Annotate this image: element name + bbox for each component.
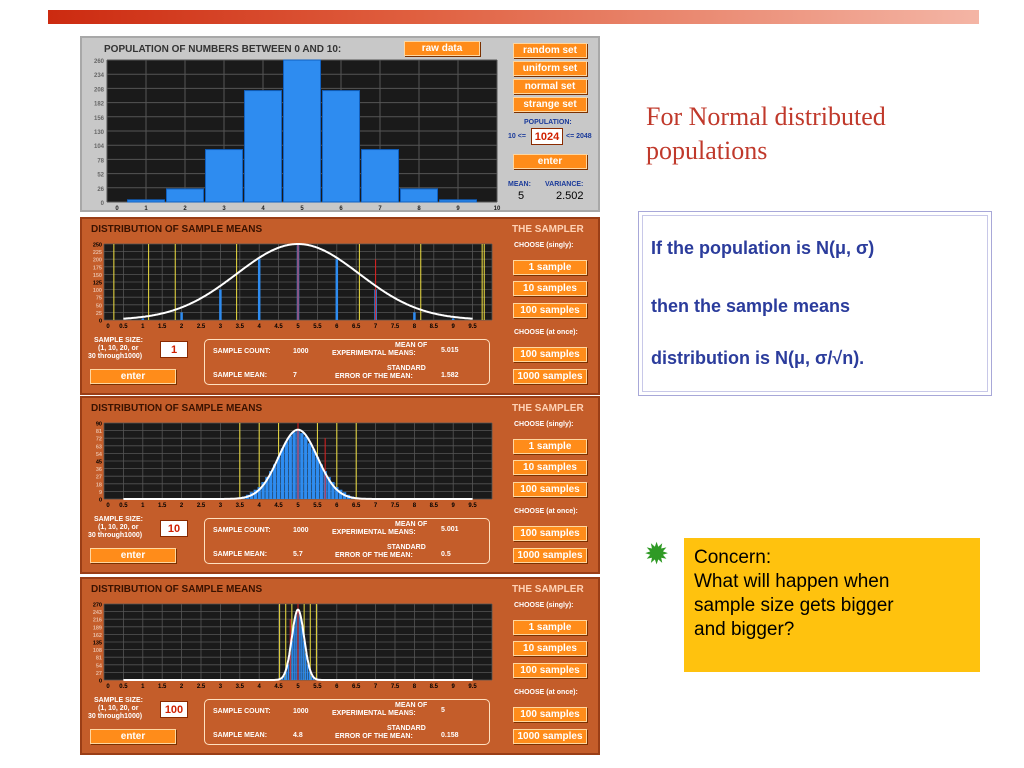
sample-mean-label: SAMPLE MEAN:	[213, 732, 268, 739]
x-tick-label: 9.5	[468, 503, 477, 509]
choose-once-label: CHOOSE (at once):	[514, 329, 578, 336]
thousand-samples-button[interactable]: 1000 samples	[513, 369, 587, 384]
info-line-1: If the population is N(μ, σ)	[651, 238, 875, 258]
sample-mean-bar	[316, 457, 319, 499]
x-tick-label: 2	[179, 503, 184, 509]
info-line-3: distribution is N(μ, σ/√n).	[651, 348, 865, 368]
x-tick-label: 1	[141, 503, 145, 509]
stats-box	[204, 518, 490, 564]
ten-samples-button[interactable]: 10 samples	[513, 281, 587, 296]
choose-singly-label: CHOOSE (singly):	[514, 421, 574, 428]
x-tick-label: 5	[296, 503, 300, 509]
y-tick-label: 216	[92, 617, 102, 624]
x-tick-label: 2.5	[196, 324, 206, 330]
random-set-button[interactable]: random set	[513, 43, 587, 58]
histogram-bar	[245, 91, 282, 202]
y-tick-label: 50	[95, 303, 102, 310]
sample-mean-bar	[303, 641, 305, 680]
x-tick-label: 2	[183, 206, 187, 212]
sample-mean-bar	[289, 436, 292, 499]
sample-enter-button[interactable]: enter	[90, 729, 176, 744]
sample-size-range: 30 through1000)	[88, 353, 143, 360]
sample-count-label: SAMPLE COUNT:	[213, 348, 271, 355]
exp-means-label-top: MEAN OF	[395, 702, 428, 709]
x-tick-label: 9	[456, 206, 460, 212]
sample-mean-label: SAMPLE MEAN:	[213, 372, 268, 379]
sample-mean-value: 4.8	[293, 732, 303, 739]
se-value: 1.582	[441, 372, 459, 379]
y-tick-label: 36	[95, 467, 102, 474]
choose-singly-label: CHOOSE (singly):	[514, 242, 574, 249]
y-tick-label: 18	[95, 482, 102, 489]
y-tick-label: 162	[92, 632, 102, 639]
sampler-panel-n10	[80, 396, 600, 574]
concern-line-2: What will happen when	[694, 571, 890, 592]
sample-mean-bar	[300, 433, 303, 499]
y-tick-label: 270	[92, 602, 102, 609]
ten-samples-button[interactable]: 10 samples	[513, 460, 587, 475]
concern-box	[684, 538, 980, 672]
sampler-title: THE SAMPLER	[512, 584, 584, 595]
y-tick-label: 63	[95, 444, 102, 451]
sample-mean-bar	[293, 627, 295, 680]
thousand-samples-button[interactable]: 1000 samples	[513, 729, 587, 744]
y-tick-label: 45	[95, 459, 102, 466]
ten-samples-button[interactable]: 10 samples	[513, 641, 587, 656]
x-tick-label: 7.5	[390, 684, 400, 690]
se-label: ERROR OF THE MEAN:	[335, 733, 413, 740]
x-tick-label: 8.5	[429, 324, 438, 330]
x-tick-label: 6	[335, 324, 339, 330]
x-tick-label: 2	[179, 324, 184, 330]
histogram-bar	[128, 200, 165, 202]
histogram-bar	[401, 189, 438, 202]
x-tick-label: 5.5	[313, 503, 322, 509]
top-accent-bar	[48, 10, 979, 24]
choose-once-label: CHOOSE (at once):	[514, 689, 578, 696]
variance-value: 2.502	[556, 190, 584, 202]
sample-mean-bar	[281, 448, 284, 499]
histogram-bar	[323, 91, 360, 202]
x-tick-label: 1	[141, 324, 145, 330]
x-tick-label: 7	[373, 503, 378, 509]
mean-value: 5	[518, 190, 525, 202]
se-label-top: STANDARD	[387, 725, 426, 732]
sample-mean-bar	[277, 457, 280, 499]
x-tick-label: 7.5	[390, 324, 400, 330]
slide-title: For Normal distributed populations	[646, 102, 886, 165]
sample-enter-button[interactable]: enter	[90, 369, 176, 384]
x-tick-label: 0	[115, 206, 119, 212]
sample-mean-bar	[180, 312, 183, 320]
exp-means-label-top: MEAN OF	[395, 521, 428, 528]
x-tick-label: 0	[106, 503, 110, 509]
hundred-samples-button[interactable]: 100 samples	[513, 303, 587, 318]
se-value: 0.5	[441, 551, 451, 558]
exp-means-label: EXPERIMENTAL MEANS:	[332, 350, 416, 357]
x-tick-label: 10	[493, 206, 501, 212]
y-tick-label: 135	[92, 640, 102, 647]
exp-means-label: EXPERIMENTAL MEANS:	[332, 710, 416, 717]
x-tick-label: 2.5	[196, 684, 206, 690]
x-tick-label: 6.5	[352, 503, 361, 509]
x-tick-label: 8.5	[429, 684, 438, 690]
x-tick-label: 2.5	[196, 503, 206, 509]
se-label: ERROR OF THE MEAN:	[335, 373, 413, 380]
x-tick-label: 9.5	[468, 684, 477, 690]
y-tick-label: 130	[93, 130, 104, 136]
x-tick-label: 3	[222, 206, 226, 212]
sample-size-range: 30 through1000)	[88, 713, 143, 720]
sample-size-label: SAMPLE SIZE:	[94, 516, 144, 523]
x-tick-label: 0.5	[119, 503, 128, 509]
sample-mean-label: SAMPLE MEAN:	[213, 551, 268, 558]
info-box	[638, 211, 992, 396]
y-tick-label: 0	[98, 318, 102, 325]
x-tick-label: 7	[373, 684, 378, 690]
sample-count-label: SAMPLE COUNT:	[213, 527, 271, 534]
mean-label: MEAN:	[508, 181, 531, 188]
hundred-samples-once-button[interactable]: 100 samples	[513, 347, 587, 362]
histogram-bar	[206, 150, 243, 202]
strange-set-button[interactable]: strange set	[513, 97, 587, 112]
sample-mean-bar	[299, 615, 301, 680]
x-tick-label: 7.5	[390, 503, 400, 509]
sample-mean-bar	[285, 442, 288, 499]
population-label: POPULATION:	[524, 119, 572, 126]
histogram-bar	[362, 150, 399, 202]
y-tick-label: 26	[97, 186, 104, 193]
one-sample-button[interactable]: 1 sample	[513, 439, 587, 454]
sample-count-value: 1000	[293, 348, 309, 355]
sample-count-value: 1000	[293, 708, 309, 715]
sampler-chart-title: DISTRIBUTION OF SAMPLE MEANS	[91, 403, 263, 414]
y-tick-label: 75	[95, 295, 102, 302]
sample-size-label: SAMPLE SIZE:	[94, 337, 144, 344]
y-tick-label: 225	[92, 250, 102, 257]
sample-mean-bar	[304, 437, 307, 499]
sampler-chart-title: DISTRIBUTION OF SAMPLE MEANS	[91, 224, 263, 235]
y-tick-label: 27	[95, 670, 102, 677]
concern-line-3: sample size gets bigger	[694, 595, 894, 616]
y-tick-label: 150	[92, 272, 102, 279]
y-tick-label: 182	[93, 101, 104, 108]
sample-mean-bar	[312, 449, 315, 499]
y-tick-label: 54	[95, 451, 102, 458]
x-tick-label: 4.5	[274, 503, 283, 509]
sample-mean-bar	[336, 259, 339, 320]
y-tick-label: 81	[95, 655, 102, 662]
normal-set-button[interactable]: normal set	[513, 79, 587, 94]
y-tick-label: 0	[98, 497, 102, 504]
sample-size-label: SAMPLE SIZE:	[94, 697, 144, 704]
histogram-bar	[284, 60, 321, 202]
x-tick-label: 8	[412, 324, 417, 330]
x-tick-label: 1	[141, 684, 145, 690]
choose-once-label: CHOOSE (at once):	[514, 508, 578, 515]
y-tick-label: 78	[97, 158, 104, 165]
sampler-title: THE SAMPLER	[512, 403, 584, 414]
population-min-label: 10 <=	[508, 133, 526, 140]
thousand-samples-button[interactable]: 1000 samples	[513, 548, 587, 563]
x-tick-label: 8.5	[429, 503, 438, 509]
x-tick-label: 6.5	[352, 684, 361, 690]
sample-means-chart	[82, 219, 502, 337]
sample-mean-bar	[258, 259, 261, 320]
sample-mean-value: 7	[293, 372, 297, 379]
x-tick-label: 1	[144, 206, 148, 212]
sampler-title: THE SAMPLER	[512, 224, 584, 235]
histogram-bar	[167, 189, 204, 202]
hundred-samples-once-button[interactable]: 100 samples	[513, 707, 587, 722]
y-tick-label: 100	[92, 288, 102, 295]
x-tick-label: 9	[451, 684, 455, 690]
x-tick-label: 8	[412, 503, 417, 509]
exp-means-label: EXPERIMENTAL MEANS:	[332, 529, 416, 536]
star-bullet-icon: ✹	[644, 538, 670, 571]
x-tick-label: 5.5	[313, 684, 322, 690]
x-tick-label: 4	[261, 206, 265, 212]
sample-count-label: SAMPLE COUNT:	[213, 708, 271, 715]
raw-data-button[interactable]: raw data	[404, 41, 480, 56]
population-histogram	[82, 38, 502, 214]
y-tick-label: 250	[92, 242, 102, 249]
se-label: ERROR OF THE MEAN:	[335, 552, 413, 559]
y-tick-label: 200	[92, 257, 102, 264]
y-tick-label: 260	[93, 59, 104, 65]
x-tick-label: 0.5	[119, 324, 128, 330]
sample-size-input[interactable]: 10	[160, 520, 188, 537]
sample-size-hint: (1, 10, 20, or	[98, 524, 139, 531]
x-tick-label: 5	[296, 324, 300, 330]
one-sample-button[interactable]: 1 sample	[513, 620, 587, 635]
population-enter-button[interactable]: enter	[513, 154, 587, 169]
histogram-bar	[440, 200, 477, 202]
stats-box	[204, 699, 490, 745]
exp-means-value: 5	[441, 707, 445, 714]
x-tick-label: 9.5	[468, 324, 477, 330]
y-tick-label: 54	[95, 663, 102, 670]
y-tick-label: 9	[98, 489, 102, 496]
sample-mean-bar	[295, 615, 297, 680]
hundred-samples-button[interactable]: 100 samples	[513, 663, 587, 678]
sample-mean-bar	[291, 641, 293, 680]
y-tick-label: 104	[93, 144, 104, 151]
x-tick-label: 2	[179, 684, 184, 690]
y-tick-label: 25	[95, 310, 102, 317]
sample-mean-bar	[292, 432, 295, 499]
sample-mean-bar	[308, 443, 311, 499]
uniform-set-button[interactable]: uniform set	[513, 61, 587, 76]
x-tick-label: 5	[296, 684, 300, 690]
exp-means-value: 5.001	[441, 526, 459, 533]
x-tick-label: 1.5	[158, 684, 167, 690]
concern-line-4: and bigger?	[694, 619, 795, 640]
population-max-label: <= 2048	[566, 133, 592, 140]
y-tick-label: 0	[98, 678, 102, 685]
population-input[interactable]: 1024	[531, 128, 563, 145]
y-tick-label: 189	[92, 625, 102, 632]
x-tick-label: 6	[335, 684, 339, 690]
sample-mean-bar	[301, 627, 303, 680]
x-tick-label: 4	[257, 684, 261, 690]
x-tick-label: 7	[378, 206, 382, 212]
x-tick-label: 7	[373, 324, 378, 330]
x-tick-label: 4	[257, 503, 261, 509]
x-tick-label: 3.5	[235, 684, 244, 690]
info-line-2: then the sample means	[651, 296, 851, 316]
y-tick-label: 208	[93, 87, 104, 94]
sample-size-hint: (1, 10, 20, or	[98, 345, 139, 352]
population-panel	[80, 36, 600, 212]
sample-size-input[interactable]: 100	[160, 701, 188, 718]
x-tick-label: 3.5	[235, 503, 244, 509]
sample-means-chart	[82, 579, 502, 697]
x-tick-label: 9	[451, 324, 455, 330]
one-sample-button[interactable]: 1 sample	[513, 260, 587, 275]
y-tick-label: 72	[95, 436, 102, 443]
hundred-samples-button[interactable]: 100 samples	[513, 482, 587, 497]
sampler-panel-n1	[80, 217, 600, 395]
x-tick-label: 4.5	[274, 684, 283, 690]
exp-means-value: 5.015	[441, 347, 459, 354]
x-tick-label: 9	[451, 503, 455, 509]
x-tick-label: 0.5	[119, 684, 128, 690]
sampler-chart-title: DISTRIBUTION OF SAMPLE MEANS	[91, 584, 263, 595]
sample-means-chart	[82, 398, 502, 516]
x-tick-label: 8	[412, 684, 417, 690]
y-tick-label: 27	[95, 474, 102, 481]
sample-mean-bar	[413, 312, 416, 320]
x-tick-label: 3	[218, 503, 223, 509]
sample-enter-button[interactable]: enter	[90, 548, 176, 563]
population-title: POPULATION OF NUMBERS BETWEEN 0 AND 10:	[104, 44, 342, 55]
y-tick-label: 90	[95, 421, 102, 428]
sample-count-value: 1000	[293, 527, 309, 534]
sample-mean-value: 5.7	[293, 551, 303, 558]
y-tick-label: 0	[100, 201, 104, 207]
x-tick-label: 3.5	[235, 324, 244, 330]
sample-size-hint: (1, 10, 20, or	[98, 705, 139, 712]
stats-box	[204, 339, 490, 385]
sample-mean-bar	[452, 318, 455, 320]
x-tick-label: 6.5	[352, 324, 361, 330]
y-tick-label: 156	[93, 115, 104, 122]
choose-singly-label: CHOOSE (singly):	[514, 602, 574, 609]
x-tick-label: 3	[218, 324, 223, 330]
x-tick-label: 5	[300, 206, 304, 212]
x-tick-label: 1.5	[158, 324, 167, 330]
y-tick-label: 243	[92, 610, 102, 617]
x-tick-label: 6	[335, 503, 339, 509]
se-label-top: STANDARD	[387, 544, 426, 551]
x-tick-label: 8	[417, 206, 421, 212]
y-tick-label: 175	[92, 265, 102, 272]
se-label-top: STANDARD	[387, 365, 426, 372]
x-tick-label: 0	[106, 324, 110, 330]
x-tick-label: 3	[218, 684, 223, 690]
hundred-samples-once-button[interactable]: 100 samples	[513, 526, 587, 541]
y-tick-label: 108	[92, 648, 102, 655]
exp-means-label-top: MEAN OF	[395, 342, 428, 349]
y-tick-label: 234	[93, 73, 104, 80]
x-tick-label: 0	[106, 684, 110, 690]
x-tick-label: 6	[339, 206, 343, 212]
y-tick-label: 125	[92, 280, 102, 287]
x-tick-label: 4.5	[274, 324, 283, 330]
sample-size-input[interactable]: 1	[160, 341, 188, 358]
concern-line-1: Concern:	[694, 547, 772, 568]
x-tick-label: 1.5	[158, 503, 167, 509]
sampler-panel-n100	[80, 577, 600, 755]
y-tick-label: 52	[97, 172, 104, 179]
sample-mean-bar	[142, 318, 145, 320]
y-tick-label: 81	[95, 429, 102, 436]
x-tick-label: 4	[257, 324, 261, 330]
sample-mean-bar	[219, 290, 222, 320]
se-value: 0.158	[441, 732, 459, 739]
x-tick-label: 5.5	[313, 324, 322, 330]
sample-size-range: 30 through1000)	[88, 532, 143, 539]
variance-label: VARIANCE:	[545, 181, 584, 188]
